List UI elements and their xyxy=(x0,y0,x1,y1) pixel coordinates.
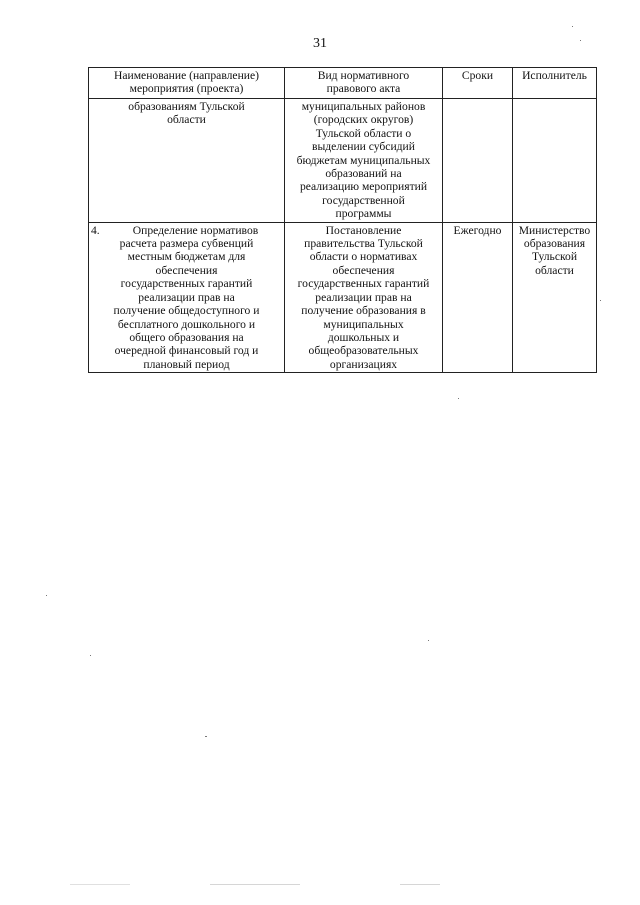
row-act-cell xyxy=(285,222,443,372)
table-row xyxy=(89,99,597,223)
table-header-row xyxy=(89,68,597,99)
cell-line: получение общедоступного и xyxy=(113,304,260,318)
row-name-cell xyxy=(89,99,285,223)
cell-first-line xyxy=(91,224,282,237)
cell-line: организациях xyxy=(329,357,398,371)
cell-line: выделении субсидий xyxy=(312,140,415,154)
cell-line: получение образования в xyxy=(301,304,426,318)
cell-line: образованиям Тульской xyxy=(128,100,245,113)
cell-line: муниципальных xyxy=(323,317,404,331)
cell-line: обеспечения xyxy=(155,263,218,277)
header-line: мероприятия (проекта) xyxy=(129,82,244,96)
cell-line: общего образования на xyxy=(129,330,244,344)
header-executor: Исполнитель xyxy=(513,68,597,99)
scan-speck xyxy=(580,40,581,41)
cell-line: плановый период xyxy=(143,357,230,371)
scan-speck xyxy=(210,884,300,885)
cell-line: реализации прав на xyxy=(315,290,412,304)
header-line: Вид нормативного xyxy=(317,69,410,82)
cell-line: области xyxy=(167,113,206,127)
scan-speck xyxy=(205,736,207,737)
cell-line: бюджетам муниципальных xyxy=(296,153,431,167)
cell-line: государственных гарантий xyxy=(120,277,253,291)
cell-line: правительства Тульской xyxy=(304,237,423,251)
cell-line: муниципальных районов xyxy=(301,100,426,113)
cell-line: дошкольных и xyxy=(327,330,400,344)
cell-line: местным бюджетам для xyxy=(127,250,246,264)
row-number: 4. xyxy=(91,223,100,237)
table-row xyxy=(89,222,597,372)
header-act xyxy=(285,68,443,99)
header-name xyxy=(89,68,285,99)
scan-speck xyxy=(458,398,459,399)
measures-table xyxy=(88,67,597,373)
scan-speck xyxy=(428,640,429,641)
row-act-cell xyxy=(285,99,443,223)
header-line: Наименование (направление) xyxy=(113,69,259,82)
cell-line: государственной xyxy=(322,193,405,207)
scan-speck xyxy=(600,300,601,301)
cell-line: (городских округов) xyxy=(313,113,414,127)
cell-line: Министерство xyxy=(518,223,591,237)
scan-speck xyxy=(70,884,130,885)
header-term: Сроки xyxy=(443,68,513,99)
scan-speck xyxy=(572,26,573,27)
cell-line: программы xyxy=(335,207,392,221)
cell-line: Определение нормативов xyxy=(132,223,259,237)
row-term-cell xyxy=(443,99,513,223)
cell-line: Тульской области о xyxy=(315,126,412,140)
cell-line: расчета размера субвенций xyxy=(119,237,254,251)
cell-line: образований на xyxy=(325,167,402,181)
scan-speck xyxy=(400,884,440,885)
cell-line: общеобразовательных xyxy=(308,344,419,358)
row-executor-cell xyxy=(513,99,597,223)
cell-line: Тульской xyxy=(531,250,578,264)
cell-line: обеспечения xyxy=(332,263,395,277)
cell-line: области о нормативах xyxy=(309,250,418,264)
scan-speck xyxy=(90,655,91,656)
cell-line: реализацию мероприятий xyxy=(299,180,428,194)
row-name-cell xyxy=(89,222,285,372)
cell-line: государственных гарантий xyxy=(297,277,430,291)
row-term-cell: Ежегодно xyxy=(443,222,513,372)
scan-speck xyxy=(46,595,47,596)
cell-line: бесплатного дошкольного и xyxy=(117,317,256,331)
row-executor-cell xyxy=(513,222,597,372)
cell-line: очередной финансовый год и xyxy=(114,344,259,358)
cell-line: образования xyxy=(523,237,586,251)
cell-line: области xyxy=(535,263,574,277)
cell-line: реализации прав на xyxy=(138,290,235,304)
cell-line: Постановление xyxy=(325,223,402,237)
page-number: 31 xyxy=(313,36,327,51)
header-line: правового акта xyxy=(326,82,401,96)
